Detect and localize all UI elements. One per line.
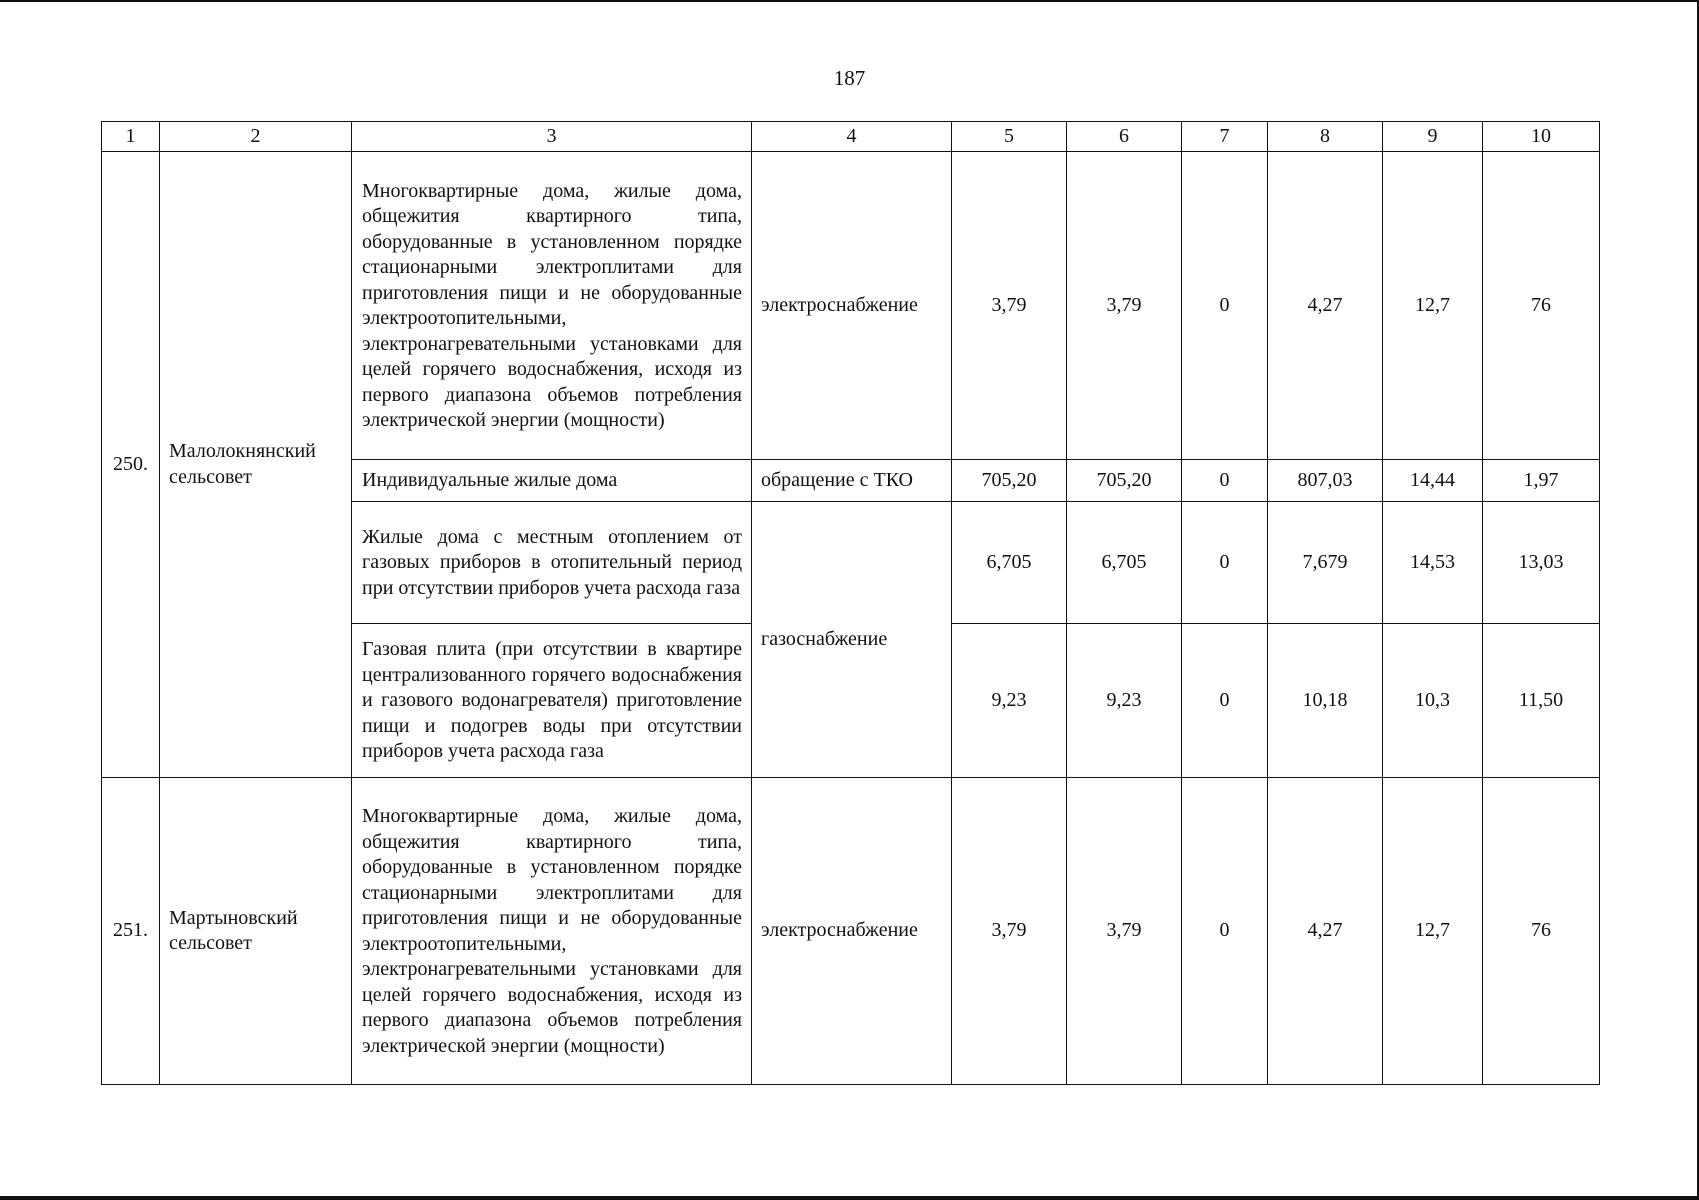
scan-border-bottom — [0, 1196, 1699, 1200]
value-cell: 0 — [1182, 778, 1268, 1085]
utility-service: обращение с ТКО — [752, 460, 952, 502]
value-cell: 705,20 — [1067, 460, 1182, 502]
scan-border-top — [0, 0, 1699, 2]
entry-number: 251. — [102, 778, 160, 1085]
consumer-category: Многоквартирные дома, жилые дома, общежития квартирного типа, оборудованные в установленном порядке стационарными электроплитами для приготовления пищи и не оборудованные электроотопительными, электронагревательными установками для целей горячего водоснабжения, исходя из первого диапазона объемов потребления электрической энергии (мощности) — [352, 152, 752, 460]
value-cell: 10,3 — [1383, 624, 1483, 778]
value-cell: 3,79 — [952, 152, 1067, 460]
utility-service: газоснабжение — [752, 502, 952, 778]
value-cell: 9,23 — [952, 624, 1067, 778]
consumer-category: Индивидуальные жилые дома — [352, 460, 752, 502]
table-row — [102, 778, 1600, 1085]
value-cell: 807,03 — [1268, 460, 1383, 502]
table-row — [102, 152, 1600, 460]
municipality-name: Мартыновский сельсовет — [160, 778, 352, 1085]
value-cell: 4,27 — [1268, 152, 1383, 460]
value-cell: 0 — [1182, 152, 1268, 460]
column-header: 2 — [160, 122, 352, 152]
column-header: 10 — [1483, 122, 1600, 152]
tariff-table — [101, 121, 1600, 1085]
header-row — [102, 122, 1600, 152]
column-header: 8 — [1268, 122, 1383, 152]
value-cell: 11,50 — [1483, 624, 1600, 778]
value-cell: 10,18 — [1268, 624, 1383, 778]
consumer-category: Жилые дома с местным отоплением от газовых приборов в отопительный период при отсутствии приборов учета расхода газа — [352, 502, 752, 624]
column-header: 7 — [1182, 122, 1268, 152]
value-cell: 76 — [1483, 152, 1600, 460]
page-number: 187 — [833, 66, 866, 90]
value-cell: 6,705 — [952, 502, 1067, 624]
value-cell: 13,03 — [1483, 502, 1600, 624]
column-header: 5 — [952, 122, 1067, 152]
entry-number: 250. — [102, 152, 160, 778]
column-header: 9 — [1383, 122, 1483, 152]
value-cell: 9,23 — [1067, 624, 1182, 778]
utility-service: электроснабжение — [752, 778, 952, 1085]
value-cell: 76 — [1483, 778, 1600, 1085]
value-cell: 12,7 — [1383, 778, 1483, 1085]
value-cell: 0 — [1182, 460, 1268, 502]
value-cell: 14,53 — [1383, 502, 1483, 624]
value-cell: 3,79 — [1067, 778, 1182, 1085]
column-header: 3 — [352, 122, 752, 152]
value-cell: 3,79 — [952, 778, 1067, 1085]
value-cell: 14,44 — [1383, 460, 1483, 502]
value-cell: 1,97 — [1483, 460, 1600, 502]
value-cell: 7,679 — [1268, 502, 1383, 624]
value-cell: 4,27 — [1268, 778, 1383, 1085]
consumer-category: Газовая плита (при отсутствии в квартире централизованного горячего водоснабжения и газового водонагревателя) приготовление пищи и подогрев воды при отсутствии приборов учета расхода газа — [352, 624, 752, 778]
value-cell: 6,705 — [1067, 502, 1182, 624]
column-header: 6 — [1067, 122, 1182, 152]
column-header: 4 — [752, 122, 952, 152]
value-cell: 0 — [1182, 502, 1268, 624]
column-header: 1 — [102, 122, 160, 152]
municipality-name: Малолокнянский сельсовет — [160, 152, 352, 778]
consumer-category: Многоквартирные дома, жилые дома, общежития квартирного типа, оборудованные в установленном порядке стационарными электроплитами для приготовления пищи и не оборудованные электроотопительными, электронагревательными установками для целей горячего водоснабжения, исходя из первого диапазона объемов потребления электрической энергии (мощности) — [352, 778, 752, 1085]
value-cell: 12,7 — [1383, 152, 1483, 460]
value-cell: 705,20 — [952, 460, 1067, 502]
utility-service: электроснабжение — [752, 152, 952, 460]
value-cell: 3,79 — [1067, 152, 1182, 460]
value-cell: 0 — [1182, 624, 1268, 778]
